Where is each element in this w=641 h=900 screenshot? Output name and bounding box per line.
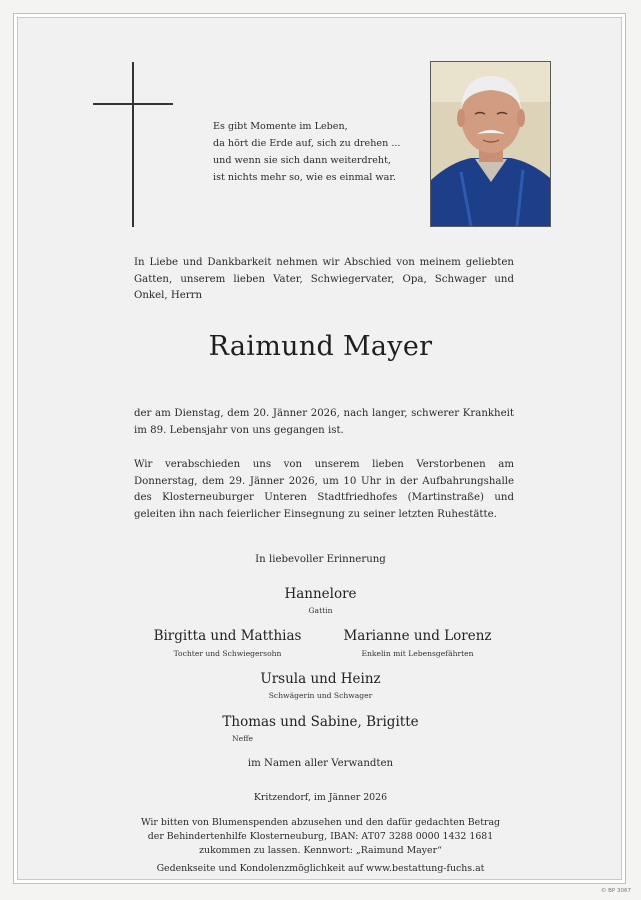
mourner-entry (330, 628, 505, 658)
mourner-relation: Gattin (308, 606, 333, 615)
mourner-relation: Schwägerin und Schwager (268, 691, 373, 700)
mourner-name: Thomas und Sabine, Brigitte (222, 714, 419, 730)
cross-icon-bar (93, 103, 173, 105)
funeral-notice: Wir verabschieden uns von unserem lieben Verstorbenen am Donnerstag, dem 29. Jänner 2026, um 10 Uhr in der Aufbahrungshalle des Klosterneuburger Unteren Stadtfriedhofes (Martinstraße) und geleiten ihn nach feierlicher Einsegnung zu seiner letzten Ruhestätte. (134, 459, 514, 521)
donation-line: Wir bitten von Blumenspenden abzusehen und den dafür gedachten Betrag (140, 817, 501, 828)
poem-line: ist nichts mehr so, wie es einmal war. (213, 172, 396, 183)
memory-line: In liebevoller Erinnerung (255, 554, 386, 565)
donation-line: der Behindertenhilfe Klosterneuburg, IBAN: AT07 3288 0000 1432 1681 (147, 831, 494, 842)
deceased-name: Raimund Mayer (208, 331, 433, 362)
mourner-name: Hannelore (284, 586, 357, 602)
place-date: Kritzendorf, im Jänner 2026 (253, 792, 388, 803)
relatives-line: im Namen aller Verwandten (247, 758, 394, 769)
mourner-entry (140, 628, 315, 658)
poem-line: da hört die Erde auf, sich zu drehen ... (213, 138, 401, 149)
mourner-relation: Neffe (232, 734, 254, 743)
intro-text: In Liebe und Dankbarkeit nehmen wir Abschied von meinem geliebten Gatten, unserem lieben Vater, Schwiegervater, Opa, Schwager und Onkel, Herrn (134, 257, 514, 302)
poem-line: und wenn sie sich dann weiterdreht, (213, 155, 391, 166)
website-line: Gedenkseite und Kondolenzmöglichkeit auf www.bestattung-fuchs.at (156, 863, 485, 874)
cross-icon (132, 62, 134, 227)
portrait-photo (430, 61, 551, 227)
donation-line: zukommen zu lassen. Kennwort: „Raimund Mayer“ (199, 845, 442, 856)
donation-notice (0, 816, 641, 858)
poem (213, 118, 423, 186)
mourner-name: Ursula und Heinz (260, 671, 381, 687)
mourner-relation: Enkelin mit Lebensgefährten (361, 649, 474, 658)
mourner-relation: Tochter und Schwiegersohn (173, 649, 282, 658)
poem-line: Es gibt Momente im Leben, (213, 121, 348, 132)
mourner-name: Marianne und Lorenz (343, 628, 492, 644)
mourner-name: Birgitta und Matthias (153, 628, 302, 644)
death-notice: der am Dienstag, dem 20. Jänner 2026, nach langer, schwerer Krankheit im 89. Lebensjahr von uns gegangen ist. (134, 408, 514, 436)
print-code: © BP 3067 (600, 888, 631, 894)
